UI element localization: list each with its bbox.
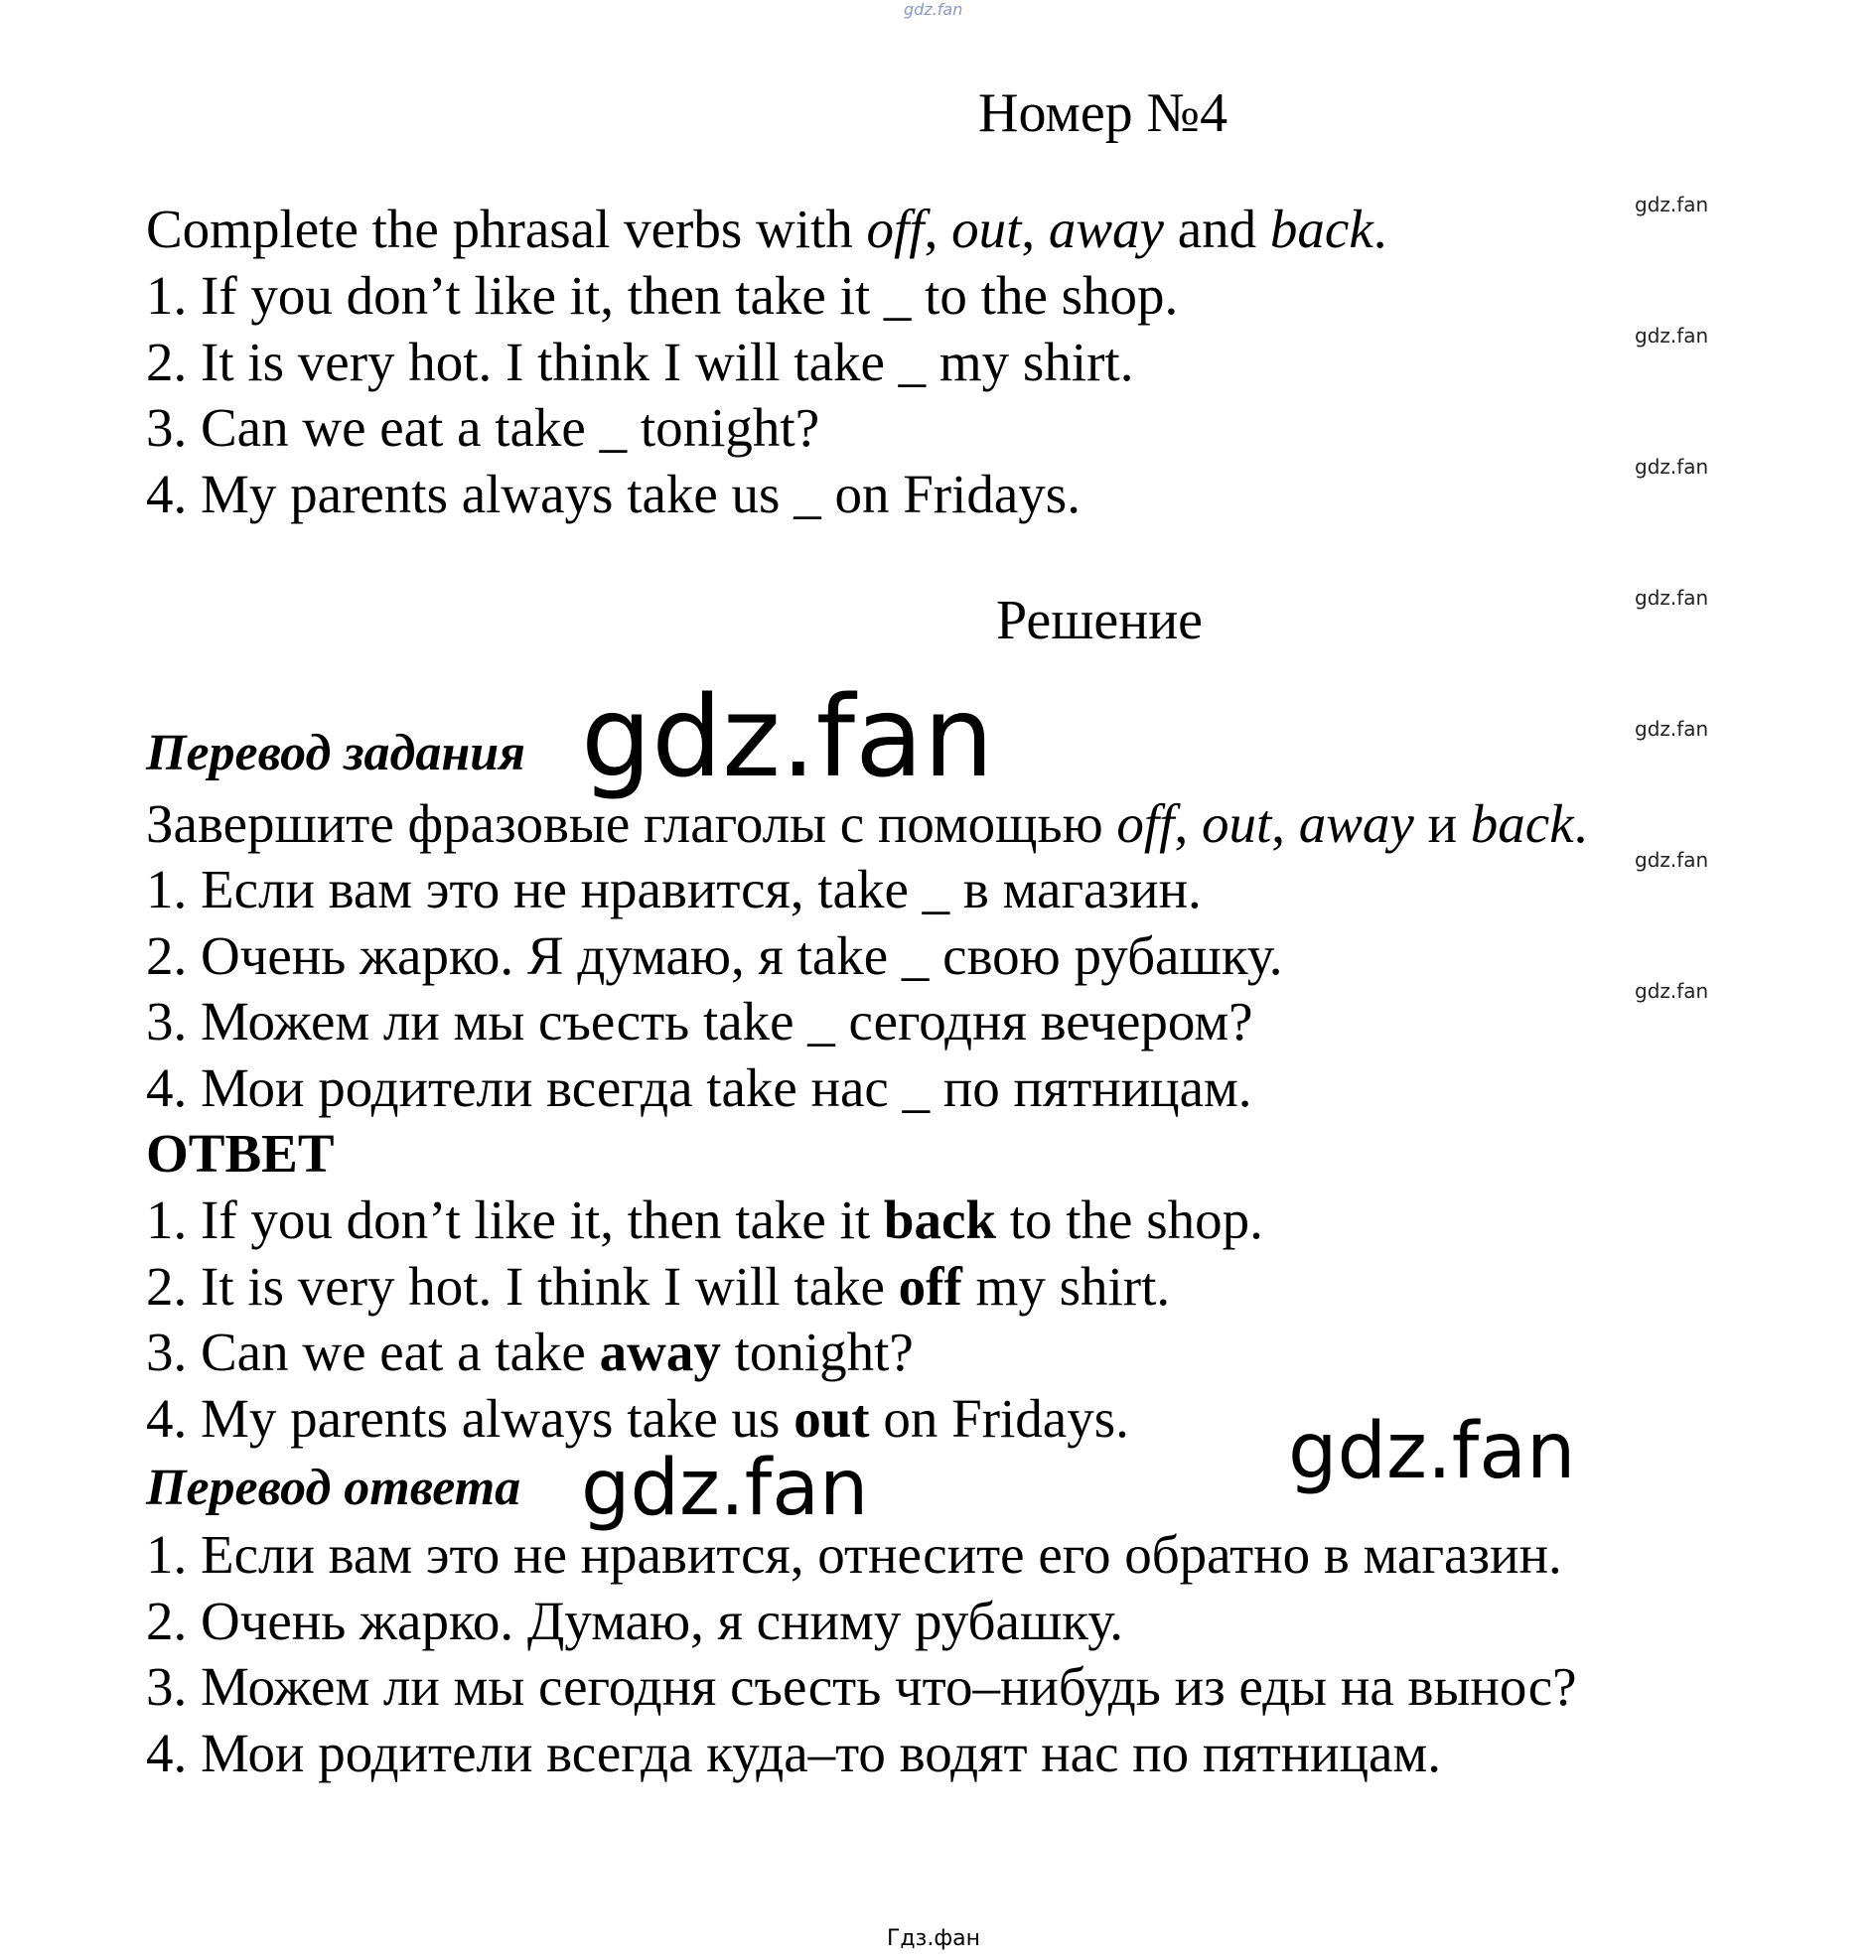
side-watermark: gdz.fan bbox=[1635, 193, 1709, 216]
answer-item bbox=[146, 1256, 1171, 1317]
answer-translation-item: 2. Очень жарко. Думаю, я сниму рубашку. bbox=[146, 1591, 1123, 1651]
task-translation-item: 1. Если вам это не нравится, take _ в магазин. bbox=[146, 859, 1202, 919]
task-translation-item: 3. Можем ли мы съесть take _ сегодня вечером? bbox=[146, 991, 1253, 1051]
side-watermark: gdz.fan bbox=[1635, 979, 1709, 1003]
task-item: 3. Can we eat a take _ tonight? bbox=[146, 397, 820, 458]
side-watermark: gdz.fan bbox=[1635, 586, 1709, 610]
medium-watermark: gdz.fan bbox=[581, 1444, 869, 1533]
translation-and: и bbox=[1413, 793, 1471, 854]
task-word-back: back bbox=[1269, 199, 1373, 259]
task-intro-end: . bbox=[1372, 199, 1387, 259]
answer-translation-item: 1. Если вам это не нравится, отнесите его обратно в магазин. bbox=[146, 1524, 1562, 1585]
answer-translation-item: 3. Можем ли мы сегодня съесть что–нибудь из еды на вынос? bbox=[146, 1656, 1577, 1717]
answer-word: out bbox=[794, 1388, 870, 1449]
answer-translation-heading: Перевод ответа bbox=[146, 1460, 521, 1516]
side-watermark: gdz.fan bbox=[1635, 717, 1709, 741]
answer-text: tonight? bbox=[720, 1322, 914, 1382]
answer-item bbox=[146, 1190, 1263, 1250]
answer-text: 2. It is very hot. I think I will take bbox=[146, 1256, 899, 1317]
medium-watermark: gdz.fan bbox=[1288, 1407, 1576, 1496]
page-title: Номер №4 bbox=[978, 82, 1228, 144]
answer-heading: ОТВЕТ bbox=[146, 1123, 335, 1184]
top-watermark: gdz.fan bbox=[904, 0, 963, 19]
answer-item bbox=[146, 1388, 1129, 1449]
task-word-out: out bbox=[951, 199, 1022, 259]
task-sep-2: , bbox=[1021, 199, 1049, 259]
answer-translation-item: 4. Мои родители всегда куда–то водят нас по пятницам. bbox=[146, 1723, 1441, 1783]
translation-intro-end: . bbox=[1573, 793, 1588, 854]
task-word-off: off bbox=[866, 199, 925, 259]
footer-watermark: Гдз.фан bbox=[887, 1926, 980, 1951]
big-watermark: gdz.fan bbox=[581, 673, 994, 802]
task-translation-item: 4. Мои родители всегда take нас _ по пятницам. bbox=[146, 1057, 1252, 1118]
answer-word: away bbox=[599, 1322, 721, 1382]
translation-intro-text: Завершите фразовые глаголы с помощью bbox=[146, 793, 1117, 854]
answer-text: 3. Can we eat a take bbox=[146, 1322, 600, 1382]
answer-item bbox=[146, 1322, 914, 1382]
translation-word-back: back bbox=[1470, 793, 1574, 854]
translation-sep-1: , bbox=[1174, 793, 1202, 854]
side-watermark: gdz.fan bbox=[1635, 324, 1709, 348]
answer-text: my shirt. bbox=[961, 1256, 1171, 1317]
task-intro-text: Complete the phrasal verbs with bbox=[146, 199, 867, 259]
side-watermark: gdz.fan bbox=[1635, 455, 1709, 479]
task-translation-heading: Перевод задания bbox=[146, 725, 525, 781]
task-item: 4. My parents always take us _ on Fridays. bbox=[146, 464, 1081, 524]
side-watermark: gdz.fan bbox=[1635, 848, 1709, 872]
answer-text: to the shop. bbox=[995, 1190, 1263, 1250]
answer-word: back bbox=[883, 1190, 996, 1250]
task-and: and bbox=[1163, 199, 1270, 259]
answer-text: on Fridays. bbox=[869, 1388, 1129, 1449]
translation-word-off: off bbox=[1116, 793, 1175, 854]
solution-heading: Решение bbox=[996, 590, 1204, 651]
task-translation-item: 2. Очень жарко. Я думаю, я take _ свою рубашку. bbox=[146, 925, 1283, 986]
task-item: 1. If you don’t like it, then take it _ to the shop. bbox=[146, 265, 1179, 326]
task-intro bbox=[146, 199, 1387, 259]
task-word-away: away bbox=[1048, 199, 1164, 259]
answer-text: 1. If you don’t like it, then take it bbox=[146, 1190, 884, 1250]
answer-text: 4. My parents always take us bbox=[146, 1388, 794, 1449]
translation-word-away: away bbox=[1298, 793, 1414, 854]
translation-sep-2: , bbox=[1271, 793, 1299, 854]
task-item: 2. It is very hot. I think I will take _ my shirt. bbox=[146, 332, 1134, 392]
translation-word-out: out bbox=[1201, 793, 1272, 854]
answer-word: off bbox=[898, 1256, 962, 1317]
task-sep-1: , bbox=[924, 199, 952, 259]
task-translation-intro bbox=[146, 793, 1588, 854]
